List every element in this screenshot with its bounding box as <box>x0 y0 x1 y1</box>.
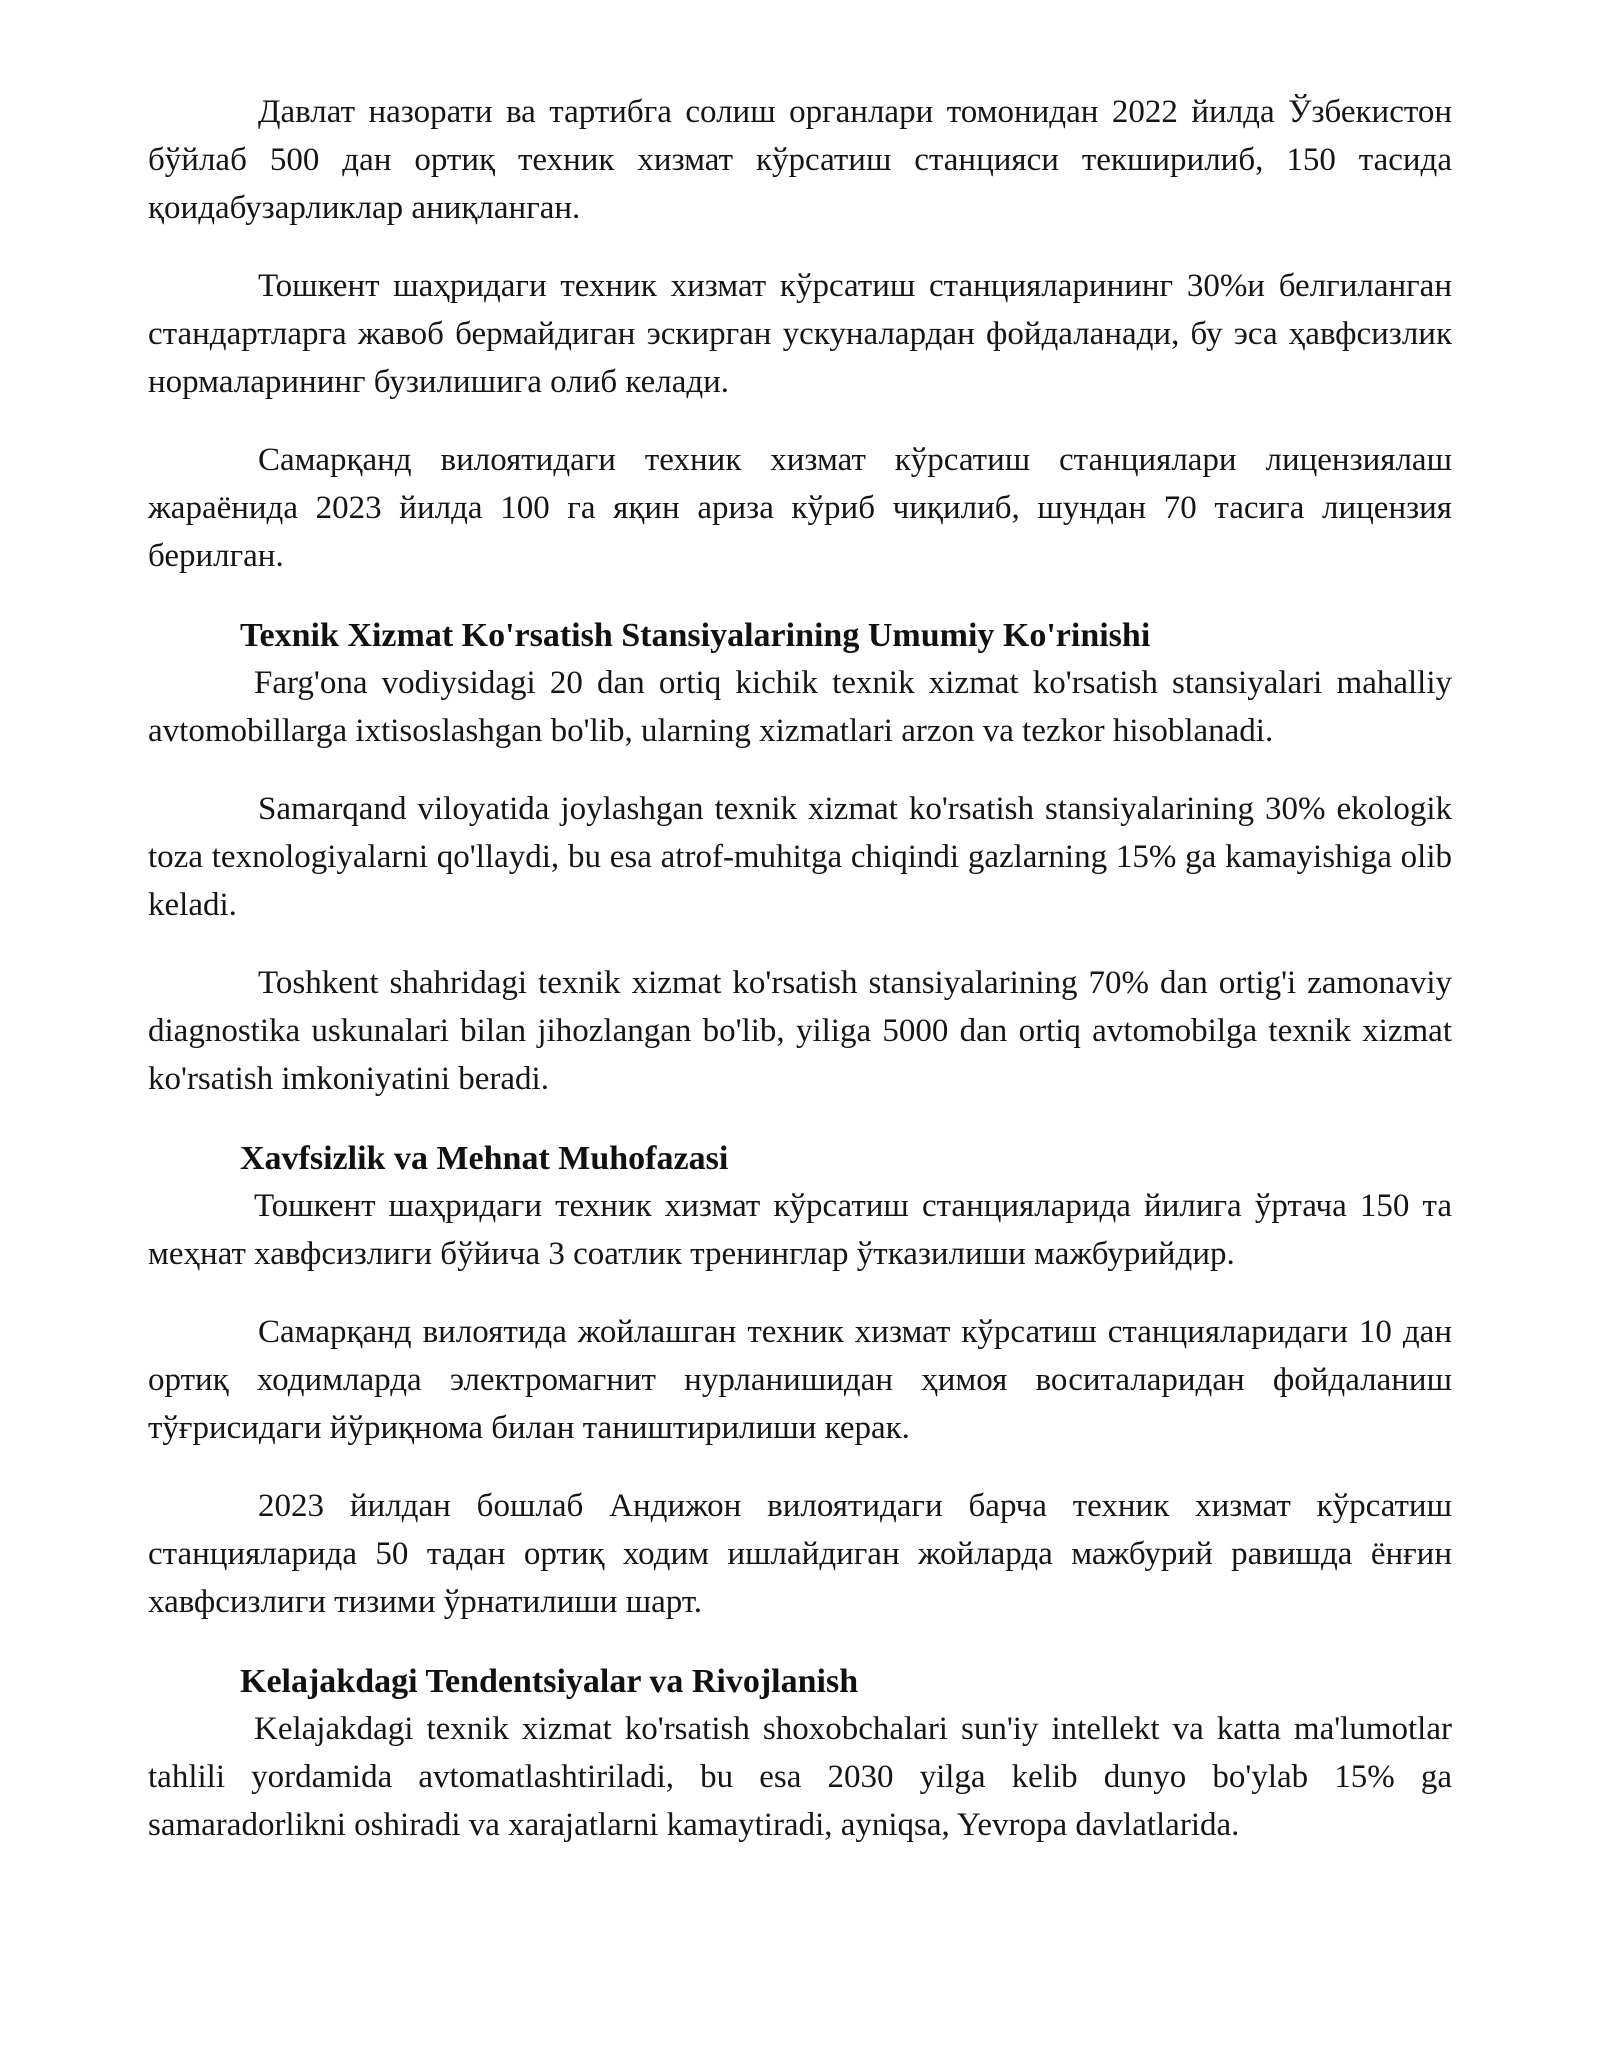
section-heading: Xavfsizlik va Mehnat Muhofazasi <box>240 1140 729 1177</box>
section-heading: Kelajakdagi Tendentsiyalar va Rivojlanish <box>240 1663 859 1700</box>
document-page <box>148 88 1452 1879</box>
paragraph: Тошкент шаҳридаги техник хизмат кўрсатиш станцияларида йилига ўртача 150 та меҳнат хавфсизлиги бўйича 3 соатлик тренинглар ўтказилиши мажбурийдир. <box>148 1188 1452 1272</box>
paragraph: Самарқанд вилоятидаги техник хизмат кўрсатиш станциялари лицензиялаш жараёнида 2023 йилда 100 га яқин ариза кўриб чиқилиб, шундан 70 тасига лицензия берилган. <box>148 442 1452 574</box>
paragraph: 2023 йилдан бошлаб Андижон вилоятидаги барча техник хизмат кўрсатиш станцияларида 50 тадан ортиқ ходим ишлайдиган жойларда мажбурий равишда ёнғин хавфсизлиги тизими ўрнатилиши шарт. <box>148 1488 1452 1620</box>
paragraph: Kelajakdagi texnik xizmat ko'rsatish shoxobchalari sun'iy intellekt va katta ma'lumotlar tahlili yordamida avtomatlashtiriladi, bu esa 2030 yilga kelib dunyo bo'ylab 15% ga samaradorlikni oshiradi va xarajatlarni kamaytiradi, ayniqsa, Yevropa davlatlarida. <box>148 1711 1452 1843</box>
paragraph: Тошкент шаҳридаги техник хизмат кўрсатиш станцияларининг 30%и белгиланган стандартларга жавоб бермайдиган эскирган ускуналардан фойдаланади, бу эса ҳавфсизлик нормаларининг бузилишига олиб келади. <box>148 268 1452 400</box>
paragraph: Samarqand viloyatida joylashgan texnik xizmat ko'rsatish stansiyalarining 30% ekologik toza texnologiyalarni qo'llaydi, bu esa atrof-muhitga chiqindi gazlarning 15% ga kamayishiga olib keladi. <box>148 791 1452 923</box>
paragraph: Farg'ona vodiysidagi 20 dan ortiq kichik texnik xizmat ko'rsatish stansiyalari mahalliy avtomobillarga ixtisoslashgan bo'lib, ularning xizmatlari arzon va tezkor hisoblanadi. <box>148 665 1452 749</box>
paragraph: Toshkent shahridagi texnik xizmat ko'rsatish stansiyalarining 70% dan ortig'i zamonaviy diagnostika uskunalari bilan jihozlangan bo'lib, yiliga 5000 dan ortiq avtomobilga texnik xizmat ko'rsatish imkoniyatini beradi. <box>148 965 1452 1097</box>
paragraph: Самарқанд вилоятида жойлашган техник хизмат кўрсатиш станцияларидаги 10 дан ортиқ ходимларда электромагнит нурланишидан ҳимоя воситаларидан фойдаланиш тўғрисидаги йўриқнома билан таништирилиши керак. <box>148 1314 1452 1446</box>
paragraph: Давлат назорати ва тартибга солиш органлари томонидан 2022 йилда Ўзбекистон бўйлаб 500 дан ортиқ техник хизмат кўрсатиш станцияси текширилиб, 150 тасида қоидабузарликлар аниқланган. <box>148 94 1452 226</box>
section-heading: Texnik Xizmat Ko'rsatish Stansiyalarining Umumiy Ko'rinishi <box>240 617 1151 654</box>
